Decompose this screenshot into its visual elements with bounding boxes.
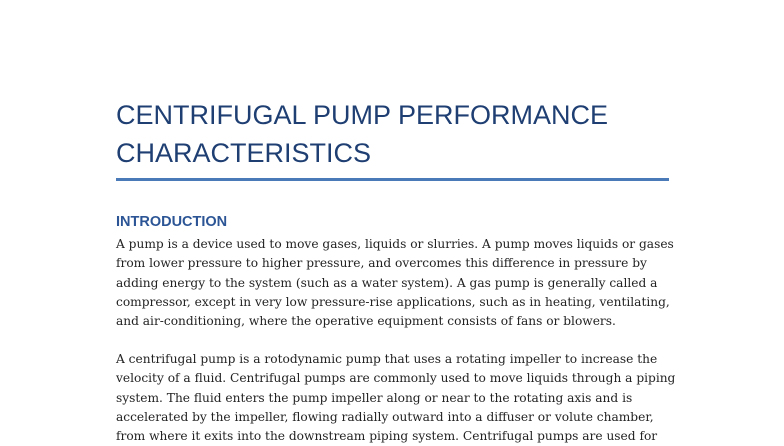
paragraph-pump-definition [116, 235, 676, 331]
paragraph-line: and air-conditioning, where the operative equipment consists of fans or blowers. [116, 314, 616, 329]
paragraph-line: compressor, except in very low pressure-rise applications, such as in heating, ventilating, [116, 294, 670, 309]
paragraph-line: system. The fluid enters the pump impeller along or near to the rotating axis and is [116, 390, 633, 405]
title-line-1: CENTRIFUGAL PUMP PERFORMANCE [116, 100, 609, 130]
paragraph-line: A centrifugal pump is a rotodynamic pump that uses a rotating impeller to increase the [116, 352, 658, 366]
paragraph-line: from lower pressure to higher pressure, and overcomes this difference in pressure by [116, 256, 647, 271]
paragraph-line: accelerated by the impeller, flowing radially outward into a diffuser or volute chamber, [116, 409, 654, 424]
page-title [116, 96, 676, 172]
paragraph-line: from where it exits into the downstream piping system. Centrifugal pumps are used for [116, 429, 658, 444]
paragraph-line: velocity of a fluid. Centrifugal pumps are commonly used to move liquids through a piping [116, 371, 676, 386]
paragraph-line: adding energy to the system (such as a water system). A gas pump is generally called a [116, 275, 658, 290]
paragraph-line: A pump is a device used to move gases, liquids or slurries. A pump moves liquids or gases [116, 237, 674, 251]
title-underline-rule [116, 178, 669, 181]
title-line-2: CHARACTERISTICS [116, 138, 372, 168]
section-heading-introduction: INTRODUCTION [116, 214, 228, 230]
paragraph-centrifugal-pump [116, 350, 676, 446]
